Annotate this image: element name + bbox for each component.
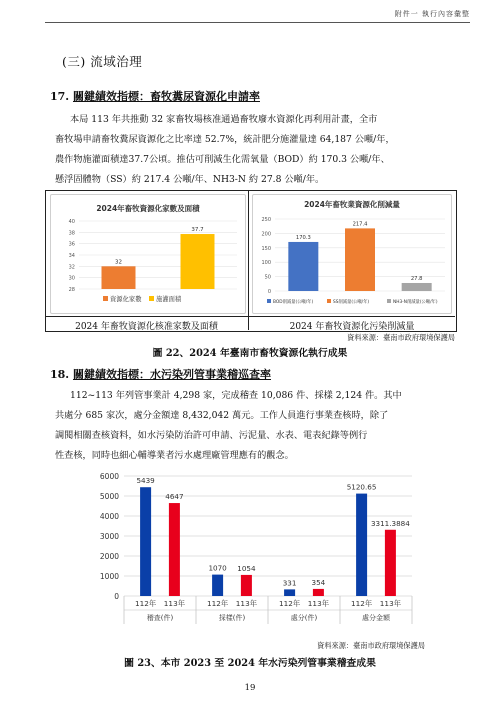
kpi-number: 17. [50, 90, 70, 103]
y-tick-label: 1000 [99, 572, 119, 581]
bar [169, 503, 180, 596]
legend-swatch [103, 296, 108, 301]
chart-pollution-reduction [252, 194, 452, 314]
legend-label: NH3-N削減量(公噸/年) [393, 300, 438, 305]
group-label: 稽查(件) [146, 614, 174, 622]
figure-caption-right: 2024 年畜牧資源化污染削減量 [289, 322, 415, 332]
bar [102, 266, 136, 289]
bar [356, 494, 367, 596]
y-tick-label: 3000 [99, 532, 119, 541]
kpi-heading-17 [50, 88, 260, 104]
paragraph-line: 112~113 年列管事業計 4,298 家，完成稽查 10,086 件、採樣 2,124 件。其中 [70, 390, 402, 401]
legend-label: 資源化家數 [110, 296, 142, 303]
data-label: 27.8 [410, 275, 423, 282]
x-tick-label: 112年 [278, 599, 301, 608]
y-tick-label: 38 [68, 230, 75, 237]
y-tick-label: 0 [114, 592, 119, 601]
y-tick-label: 28 [68, 287, 75, 293]
y-tick-label: 5000 [99, 492, 119, 501]
paragraph-line: 性查核，同時也細心輔導業者污水處理廠管理應有的觀念。 [55, 450, 294, 461]
data-label: 4647 [165, 492, 184, 502]
bar [181, 234, 215, 289]
x-tick-label: 112年 [134, 599, 157, 608]
y-tick-label: 36 [68, 241, 75, 248]
data-label: 37.7 [191, 227, 204, 234]
section-title: (三) 流域治理 [62, 54, 143, 69]
legend-swatch [267, 299, 271, 303]
y-tick-label: 32 [68, 264, 75, 271]
data-label: 32 [115, 259, 122, 266]
x-tick-label: 112年 [350, 599, 373, 608]
header-divider [45, 22, 470, 23]
group-label: 處分(件) [290, 614, 318, 622]
kpi-heading-18 [50, 366, 271, 382]
y-tick-label: 40 [68, 219, 75, 225]
figure-divider [45, 316, 455, 317]
data-source: 資料來源：臺南市政府環境保護局 [317, 641, 425, 650]
y-tick-label: 250 [261, 217, 271, 223]
x-tick-label: 112年 [206, 599, 229, 608]
data-label: 1054 [237, 563, 256, 573]
chart-title: 2024年畜牧資源化家數及面積 [96, 204, 200, 213]
y-tick-label: 34 [68, 253, 75, 259]
bar [402, 283, 432, 291]
page-number: 19 [244, 683, 256, 693]
data-label: 3311.3884 [370, 518, 410, 528]
legend-swatch [327, 299, 331, 303]
figure-caption-left: 2024 年畜牧資源化核准家數及面積 [75, 322, 218, 332]
bar [212, 575, 223, 596]
y-tick-label: 30 [68, 275, 75, 282]
paragraph-line: 農作物施灌面積達37.7公頃。推估可削減生化需氧量（BOD）約 170.3 公噸/年、 [55, 154, 390, 165]
y-tick-label: 50 [264, 274, 271, 281]
legend-label: SS削減量(公噸/年) [333, 300, 370, 305]
figure-23-caption: 圖 23、本市 2023 至 2024 年水污染列管事業稽查成果 [124, 658, 376, 669]
y-tick-label: 100 [261, 260, 271, 267]
bar [288, 242, 318, 291]
data-label: 5120.65 [346, 482, 377, 492]
data-label: 1070 [208, 563, 227, 573]
x-tick-label: 113年 [379, 599, 402, 608]
paragraph-line: 畜牧場申請畜牧糞尿資源化之比率達 52.7%，統計肥分施灌量達 64,187 公噸/年， [55, 134, 395, 145]
y-tick-label: 2000 [99, 552, 119, 561]
data-label: 5439 [136, 476, 155, 486]
bar [345, 228, 375, 291]
data-label: 217.4 [352, 221, 368, 228]
page-header: 附件一 執行內容彙整 [394, 10, 470, 18]
kpi-label: 關鍵績效指標：水污染列管事業稽巡查率 [72, 368, 271, 381]
paragraph-line: 共處分 685 家次，處分金額達 8,432,042 萬元。工作人員進行事業查核時，除了 [55, 410, 389, 421]
legend-label: 施灌面積 [156, 296, 182, 303]
figure-divider [248, 190, 249, 330]
y-tick-label: 200 [261, 231, 271, 238]
bar [385, 530, 396, 596]
paragraph-line: 本局 113 年共推動 32 家畜牧場核准通過畜牧廢水資源化再利用計畫，全市 [70, 114, 378, 125]
legend-swatch [387, 299, 391, 303]
bar [284, 589, 295, 596]
legend-swatch [149, 296, 154, 301]
y-tick-label: 4000 [99, 512, 119, 521]
data-label: 331 [282, 578, 297, 588]
kpi-label: 關鍵績效指標：畜牧糞尿資源化申請率 [72, 90, 260, 103]
group-label: 處分金額 [362, 614, 390, 622]
data-source: 資料來源：臺南市政府環境保護局 [347, 333, 455, 342]
x-tick-label: 113年 [307, 599, 330, 608]
y-tick-label: 150 [261, 245, 271, 252]
bar [241, 575, 252, 596]
data-label: 354 [311, 577, 326, 587]
group-label: 採樣(件) [218, 614, 246, 622]
bar [313, 589, 324, 596]
bar [140, 487, 151, 596]
figure-22-caption: 圖 22、2024 年臺南市畜牧資源化執行成果 [152, 348, 348, 359]
paragraph-line: 懸浮固體物（SS）約 217.4 公噸/年、NH3-N 約 27.8 公噸/年。 [55, 174, 325, 185]
paragraph-line: 調閱相關查核資料，如水污染防治許可申請、污泥量、水表、電表紀錄等例行 [55, 430, 368, 441]
y-tick-label: 0 [267, 289, 271, 295]
kpi-number: 18. [50, 368, 70, 381]
y-tick-label: 6000 [99, 472, 119, 481]
legend-label: BOD削減量(公噸/年) [273, 300, 314, 305]
chart-water-inspection [90, 468, 420, 638]
chart-title: 2024年畜牧業資源化削減量 [304, 200, 400, 209]
x-tick-label: 113年 [235, 599, 258, 608]
x-tick-label: 113年 [163, 599, 186, 608]
chart-livestock-count-area [50, 194, 246, 314]
data-label: 170.3 [295, 234, 311, 241]
